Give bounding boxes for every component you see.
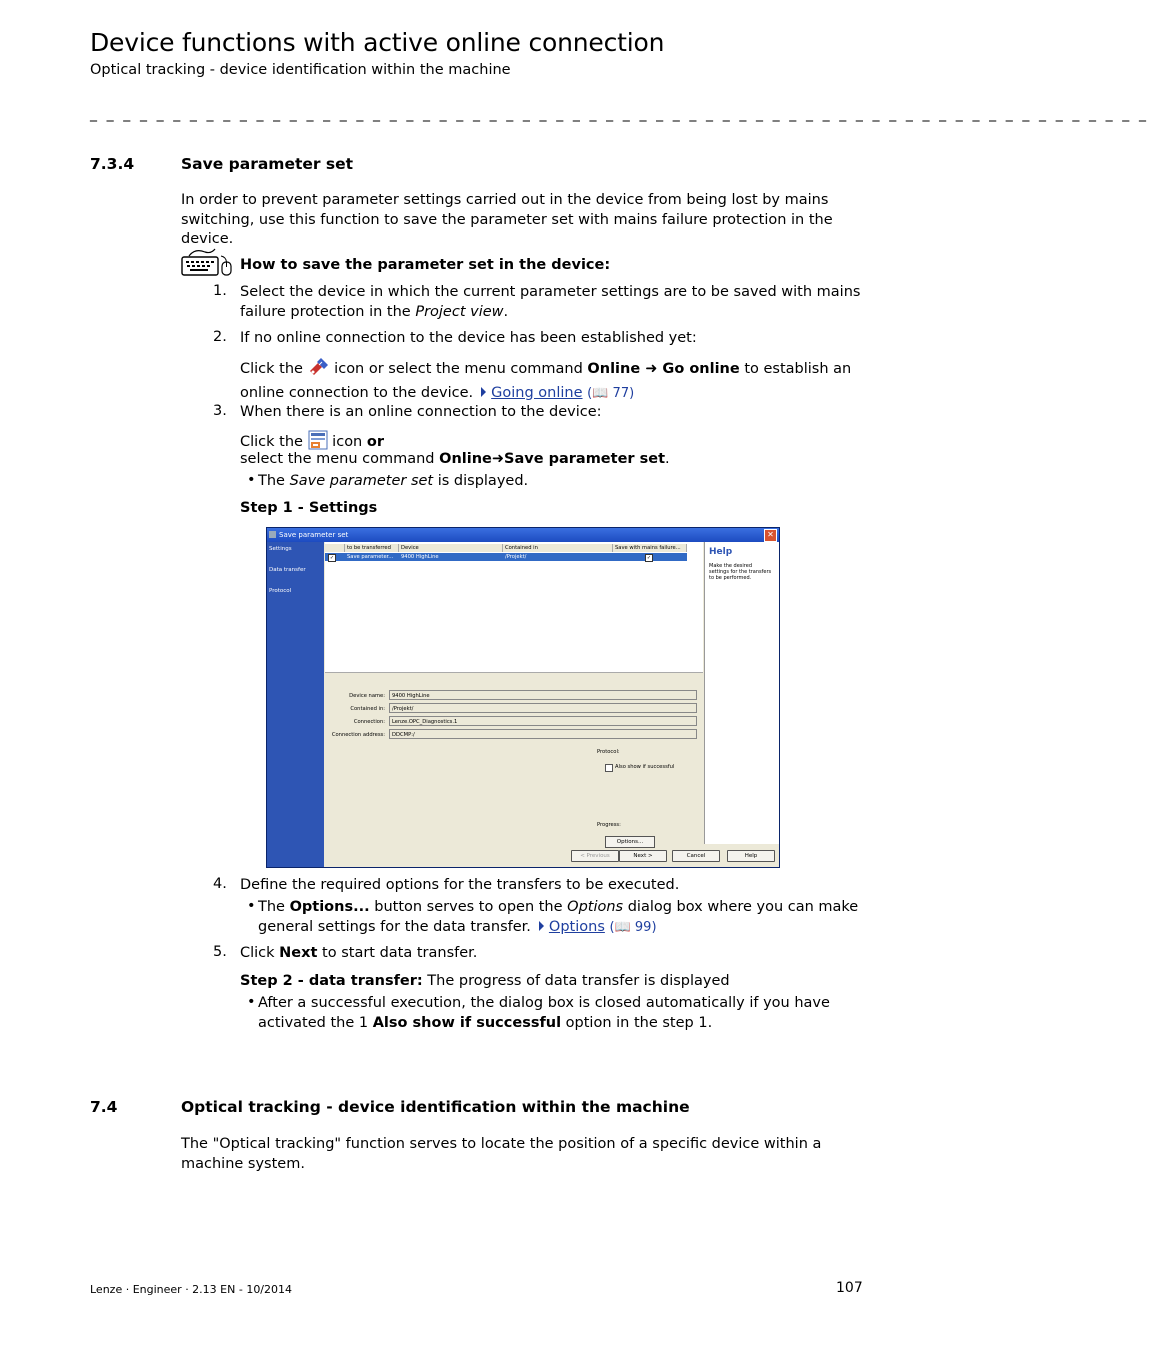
device-name-field: 9400 HighLine: [389, 690, 697, 700]
dialog-main: [325, 542, 703, 866]
save-parameter-set-dialog: [266, 527, 780, 868]
also-show-label: Also show if successful: [615, 764, 675, 770]
contained-in-field: /Projekt/: [389, 703, 697, 713]
field-label: Connection:: [353, 719, 385, 725]
section-title: Optical tracking - device identification within the machine: [181, 1098, 690, 1116]
connection-address-field: DDCMP:/: [389, 729, 697, 739]
step-number: 4.: [213, 876, 227, 892]
grid-header: Device: [399, 544, 503, 552]
row-checkbox[interactable]: ✓: [329, 555, 335, 561]
section-number: 7.4: [90, 1098, 118, 1116]
cancel-button[interactable]: Cancel: [672, 850, 720, 862]
row-contained: /Projekt/: [505, 554, 527, 560]
go-online-icon: [308, 357, 330, 384]
options-link[interactable]: Options: [548, 918, 605, 935]
row-device: 9400 HighLine: [401, 554, 439, 560]
footer-info: Lenze · Engineer · 2.13 EN - 10/2014: [90, 1283, 293, 1296]
dialog-title: Save parameter set: [279, 531, 349, 539]
field-label: Connection address:: [331, 732, 385, 738]
step-3-bullet: The Save parameter set is displayed.: [258, 473, 529, 489]
grid-header: Save with mains failure...: [613, 544, 687, 552]
transfer-grid: [325, 542, 703, 673]
help-panel: [704, 542, 779, 844]
step-number: 5.: [213, 944, 227, 960]
next-button[interactable]: Next >: [619, 850, 667, 862]
going-online-link[interactable]: Going online: [491, 384, 583, 401]
step-3-click: Click the icon or: [240, 430, 862, 457]
section-text: The "Optical tracking" function serves to locate the position of a specific device within a machine system.: [181, 1136, 822, 1172]
step2-heading: Step 2 - data transfer: The progress of data transfer is displayed: [240, 973, 730, 989]
sidebar-item-protocol[interactable]: Protocol: [269, 588, 292, 594]
table-row[interactable]: [325, 553, 687, 561]
sidebar-item-settings[interactable]: Settings: [269, 546, 292, 552]
field-label: Contained in:: [350, 706, 385, 712]
step-2-text: If no online connection to the device has been established yet:: [240, 330, 697, 346]
dialog-titlebar: [267, 528, 779, 542]
row-name: Save parameter...: [347, 554, 394, 560]
sidebar-item-data-transfer[interactable]: Data transfer: [269, 567, 306, 573]
dialog-sidebar: [267, 542, 324, 867]
step-1-text: Select the device in which the current parameter settings are to be saved with mains failure protection in the Project view.: [240, 284, 861, 320]
howto-heading: How to save the parameter set in the device:: [240, 257, 611, 273]
step-4-text: Define the required options for the transfers to be executed.: [240, 877, 680, 893]
app-icon: [269, 531, 276, 538]
options-button[interactable]: Options...: [605, 836, 655, 848]
page-header-subtitle: Optical tracking - device identification within the machine: [90, 62, 511, 78]
help-text: Make the desired settings for the transfers to be performed.: [709, 563, 772, 581]
step-4-bullet: The Options... button serves to open the Options dialog box where you can make general settings for the data transfer. Options (📖 99): [258, 899, 859, 935]
page-number: 107: [836, 1280, 863, 1296]
book-icon: 📖: [592, 385, 609, 401]
step-number: 1.: [213, 283, 227, 299]
step-number: 3.: [213, 403, 227, 419]
step-5-bullet: After a successful execution, the dialog box is closed automatically if you have activated the 1 Also show if successful option in the step 1.: [258, 995, 830, 1031]
section-title: Save parameter set: [181, 155, 354, 173]
row-save-checkbox[interactable]: ✓: [646, 555, 652, 561]
step-number: 2.: [213, 329, 227, 345]
book-icon: 📖: [614, 919, 631, 935]
grid-header: Contained in: [503, 544, 613, 552]
also-show-checkbox[interactable]: [605, 764, 613, 772]
link-arrow-icon: [481, 387, 486, 397]
step-2-detail: Click the icon or select the menu command Online ➜ Go online to establish an online connection to the device. Going online (📖 77): [240, 357, 862, 403]
bullet: •: [247, 472, 256, 488]
bullet: •: [247, 898, 256, 914]
protocol-label: Protocol:: [597, 749, 620, 755]
progress-label: Progress:: [597, 822, 621, 828]
section-number: 7.3.4: [90, 155, 135, 173]
step-3-text: When there is an online connection to the device:: [240, 404, 602, 420]
page-ref[interactable]: (📖 77): [587, 385, 635, 401]
previous-button[interactable]: < Previous: [571, 850, 619, 862]
close-icon[interactable]: ✕: [764, 529, 777, 542]
section-intro: In order to prevent parameter settings carried out in the device from being lost by mains switching, use this function to save the parameter set with mains failure protection in the device.: [181, 192, 833, 247]
grid-header: to be transferred: [345, 544, 399, 552]
bullet: •: [247, 994, 256, 1010]
help-button[interactable]: Help: [727, 850, 775, 862]
header-separator: _ _ _ _ _ _ _ _ _ _ _ _ _ _ _ _ _ _ _ _ _ _ _ _ _ _ _ _ _ _ _ _ _ _ _ _ _ _ _ _ _ _ _ _ _ _ _ _ _ _ _ _ _ _ _ _ _ _ _ _ _ _ _ _: [90, 106, 1149, 122]
grid-header-check: [325, 544, 345, 552]
page-ref[interactable]: (📖 99): [609, 919, 657, 935]
step-3-select: select the menu command Online➜Save parameter set.: [240, 451, 670, 467]
connection-field: Lenze.OPC_Diagnostics.1: [389, 716, 697, 726]
help-title: Help: [709, 547, 733, 557]
link-arrow-icon: [539, 921, 544, 931]
page-header-title: Device functions with active online connection: [90, 28, 665, 57]
keyboard-mouse-icon: [181, 248, 233, 276]
step-5-text: Click Next to start data transfer.: [240, 945, 478, 961]
field-label: Device name:: [349, 693, 385, 699]
step1-heading: Step 1 - Settings: [240, 500, 378, 516]
